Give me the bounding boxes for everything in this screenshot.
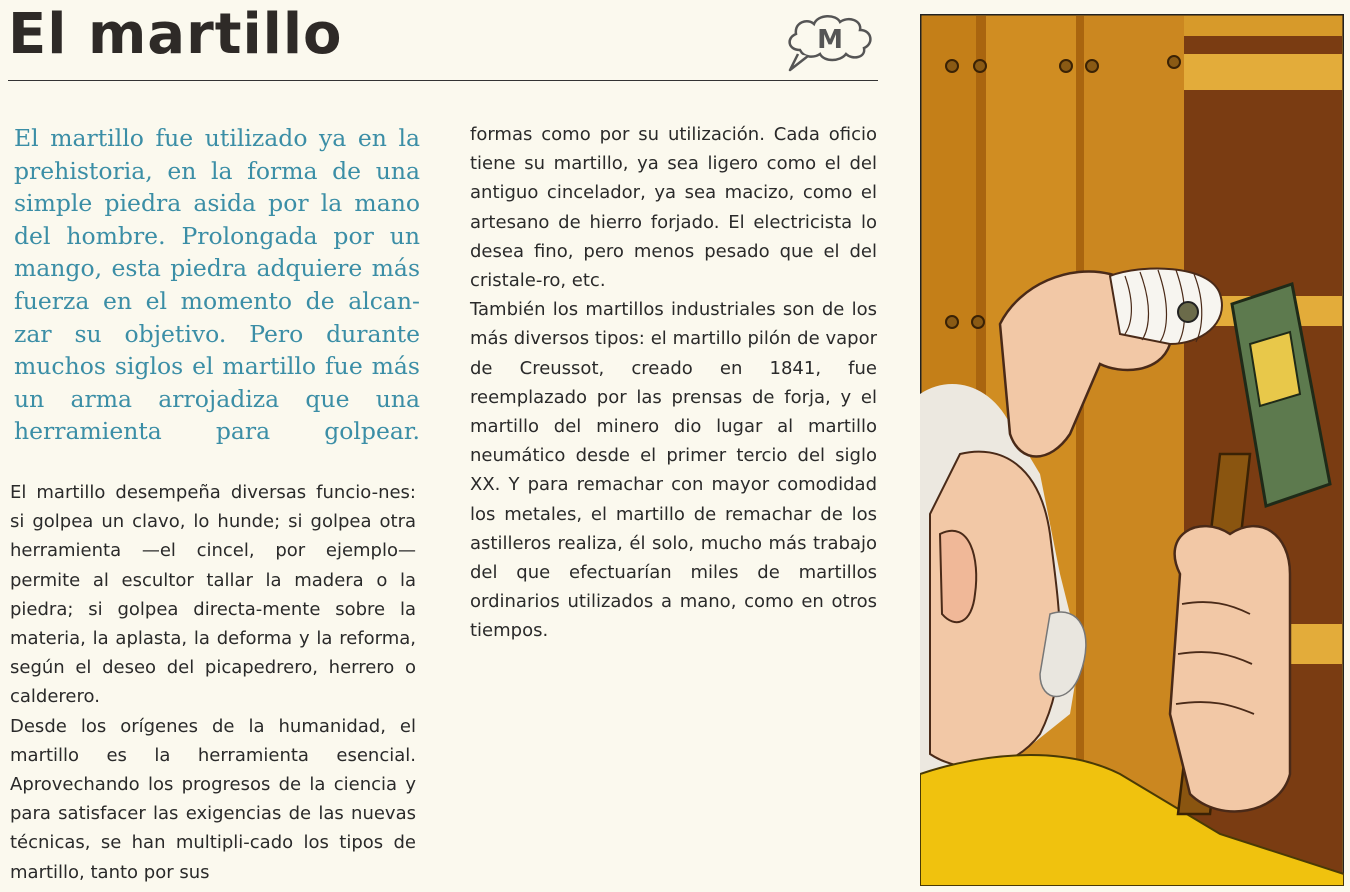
body-paragraph: El martillo desempeña diversas funcio-nes: si golpea un clavo, lo hunde; si golpea otra herramienta —el cincel, por ejemplo— permite al escultor tallar la madera o la piedra; si golpea directa-mente sobre la materia, la aplasta, la deforma y la reforma, según el deseo del picapedrero, herrero o calderero. bbox=[10, 482, 416, 708]
body-paragraph: Desde los orígenes de la humanidad, el martillo es la herramienta esencial. Aprovechando los progresos de la ciencia y para satisfacer las exigencias de las nuevas técnicas, se han multipli-cado los tipos de martillo, tanto por sus bbox=[10, 715, 416, 883]
illustration-hammer-and-nail bbox=[920, 14, 1344, 886]
page-title: El martillo bbox=[8, 2, 343, 67]
body-column-right bbox=[470, 120, 877, 646]
lead-paragraph: El martillo fue utilizado ya en la prehistoria, en la forma de una simple piedra asida por la mano del hombre. Prolongada por un mango, esta piedra adquiere más fuerza en el momento de alcan-zar su objetivo. Pero durante muchos siglos el martillo fue más un arma arrojadiza que una herramienta para golpear. bbox=[14, 124, 420, 446]
body-column-left bbox=[10, 478, 416, 887]
logo-letter: M bbox=[817, 25, 843, 55]
title-divider bbox=[8, 80, 878, 81]
body-paragraph: También los martillos industriales son de los más diversos tipos: el martillo pilón de vapor de Creussot, creado en 1841, fue reemplazado por las prensas de forja, y el martillo del minero dio lugar al martillo neumático desde el primer tercio del siglo XX. Y para remachar con mayor comodidad los metales, el martillo de remachar de los astilleros realiza, él solo, mucho más trabajo del que efectuarían miles de martillos ordinarios utilizados a mano, como en otros tiempos. bbox=[470, 299, 877, 642]
body-paragraph: formas como por su utilización. Cada oficio tiene su martillo, ya sea ligero como el del antiguo cincelador, ya sea macizo, como el artesano de hierro forjado. El electricista lo desea fino, pero menos pesado que el del cristale-ro, etc. bbox=[470, 124, 877, 292]
cloud-logo-icon bbox=[780, 10, 880, 74]
